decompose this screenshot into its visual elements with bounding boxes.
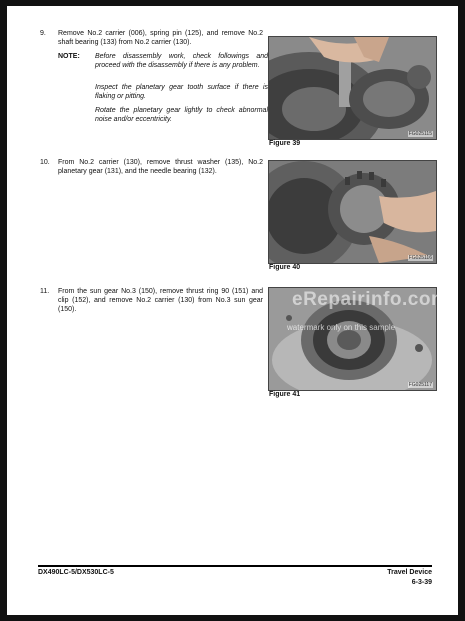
note-paragraph: Rotate the planetary gear lightly to check abnormal noise and/or eccentricity. xyxy=(95,107,268,123)
note-label: NOTE: xyxy=(58,53,80,60)
figure-39-caption: Figure 39 xyxy=(269,140,301,147)
note-paragraph: Inspect the planetary gear tooth surface if there is flaking or pitting. xyxy=(95,84,268,100)
step-text: From the sun gear No.3 (150), remove thrust ring 90 (151) and clip (152), and remove No.2 carrier (130) from No.3 sun gear (150). xyxy=(58,288,263,313)
figure-40-caption: Figure 40 xyxy=(269,264,301,271)
step-number: 11. xyxy=(40,288,50,295)
figure-41-caption: Figure 41 xyxy=(269,391,301,398)
figure-code: FG025117 xyxy=(408,382,432,388)
watermark-brand: eRepairinfo.com xyxy=(292,289,449,310)
figure-39-photo xyxy=(268,36,437,140)
footer-model: DX490LC-5/DX530LC-5 xyxy=(38,569,114,576)
manual-page xyxy=(7,6,458,615)
note-paragraph: Before disassembly work, check followings and proceed with the disassembly if there is any problem. xyxy=(95,53,268,69)
step-number: 10. xyxy=(40,159,50,166)
footer-rule xyxy=(38,565,432,567)
figure-code: FG025115 xyxy=(408,131,432,137)
step-number: 9. xyxy=(40,30,46,37)
figure-code: FG025116 xyxy=(408,255,432,261)
step-text: From No.2 carrier (130), remove thrust washer (135), No.2 planetary gear (131), and the needle bearing (132). xyxy=(58,159,263,175)
footer-section: Travel Device xyxy=(387,569,432,576)
step-text: Remove No.2 carrier (006), spring pin (125), and remove No.2 shaft bearing (133) from No.2 carrier (130). xyxy=(58,30,263,46)
figure-40-photo xyxy=(268,160,437,264)
footer-page-number: 6-3-39 xyxy=(411,579,432,586)
watermark-note: watermark only on this sample xyxy=(287,323,396,332)
